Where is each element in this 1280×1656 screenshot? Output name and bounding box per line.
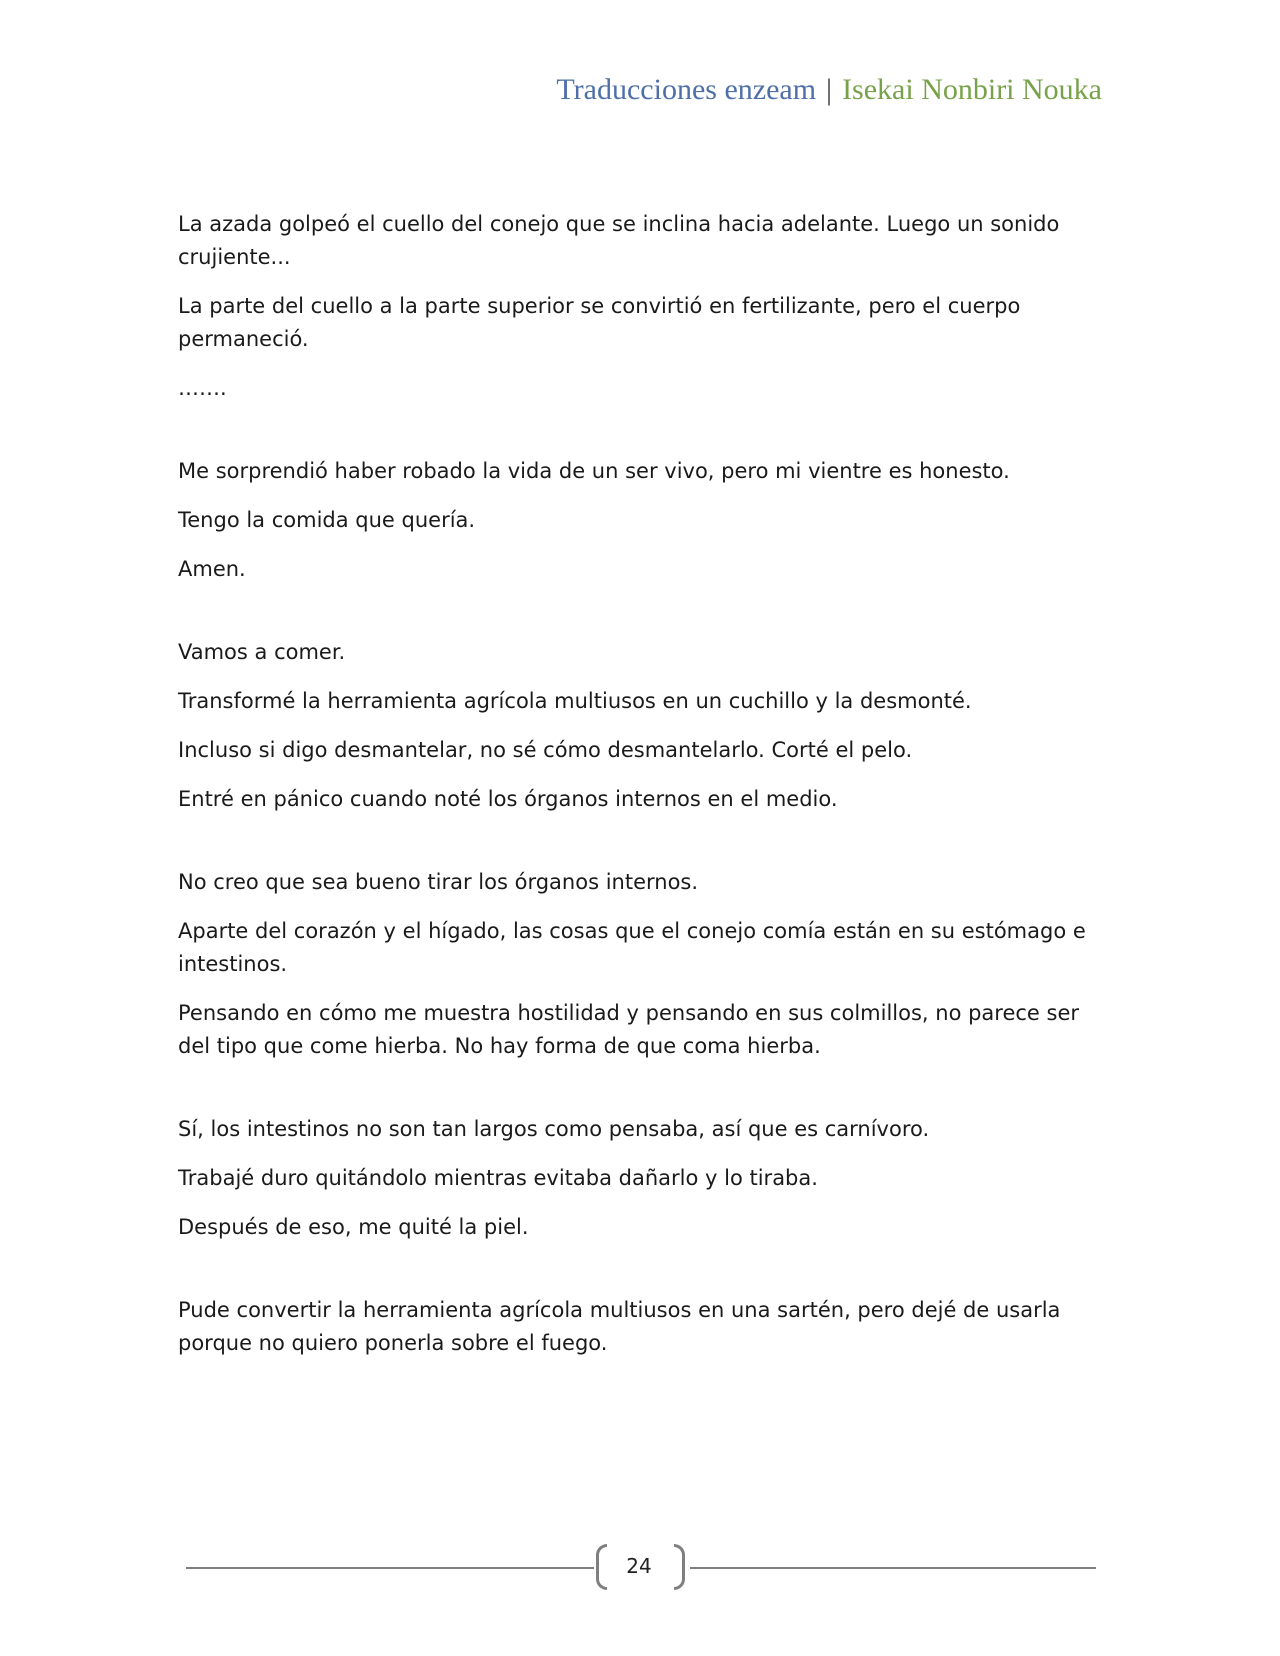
paragraph-break — [178, 1079, 1098, 1113]
paragraph: Pude convertir la herramienta agrícola multiusos en una sartén, pero dejé de usarla porque no quiero ponerla sobre el fuego. — [178, 1298, 1061, 1355]
paragraph-break — [178, 832, 1098, 866]
footer-rule-right — [690, 1567, 1096, 1569]
paragraph: Tengo la comida que quería. — [178, 508, 476, 532]
paragraph: La azada golpeó el cuello del conejo que se inclina hacia adelante. Luego un sonido crujiente... — [178, 212, 1060, 269]
paragraph: Aparte del corazón y el hígado, las cosas que el conejo comía están en su estómago e intestinos. — [178, 919, 1086, 976]
paragraph: Amen. — [178, 557, 246, 581]
page-body — [178, 208, 1098, 1376]
paragraph: Me sorprendió haber robado la vida de un ser vivo, pero mi vientre es honesto. — [178, 459, 1010, 483]
paragraph: Pensando en cómo me muestra hostilidad y pensando en sus colmillos, no parece ser del tipo que come hierba. No hay forma de que coma hierba. — [178, 1001, 1080, 1058]
header-brand: Traducciones enzeam — [556, 73, 817, 106]
paragraph: Vamos a comer. — [178, 640, 346, 664]
paragraph: No creo que sea bueno tirar los órganos internos. — [178, 870, 699, 894]
paragraph: Trabajé duro quitándolo mientras evitaba dañarlo y lo tiraba. — [178, 1166, 818, 1190]
right-brace-icon — [674, 1544, 685, 1590]
paragraph-break — [178, 602, 1098, 636]
paragraph: Después de eso, me quité la piel. — [178, 1215, 529, 1239]
header-series-title: Isekai Nonbiri Nouka — [842, 73, 1102, 106]
paragraph: Incluso si digo desmantelar, no sé cómo desmantelarlo. Corté el pelo. — [178, 738, 913, 762]
paragraph-break — [178, 1260, 1098, 1294]
paragraph: Transformé la herramienta agrícola multiusos en un cuchillo y la desmonté. — [178, 689, 972, 713]
page-number: 24 — [626, 1554, 652, 1578]
paragraph: Sí, los intestinos no son tan largos como pensaba, así que es carnívoro. — [178, 1117, 930, 1141]
paragraph-break — [178, 421, 1098, 455]
paragraph-ellipsis: ……. — [178, 376, 227, 400]
running-header — [556, 70, 1102, 110]
header-separator: | — [826, 73, 833, 106]
footer-rule-left — [186, 1567, 594, 1569]
page-footer — [186, 1544, 1096, 1592]
paragraph: La parte del cuello a la parte superior se convirtió en fertilizante, pero el cuerpo permaneció. — [178, 294, 1021, 351]
paragraph: Entré en pánico cuando noté los órganos internos en el medio. — [178, 787, 838, 811]
